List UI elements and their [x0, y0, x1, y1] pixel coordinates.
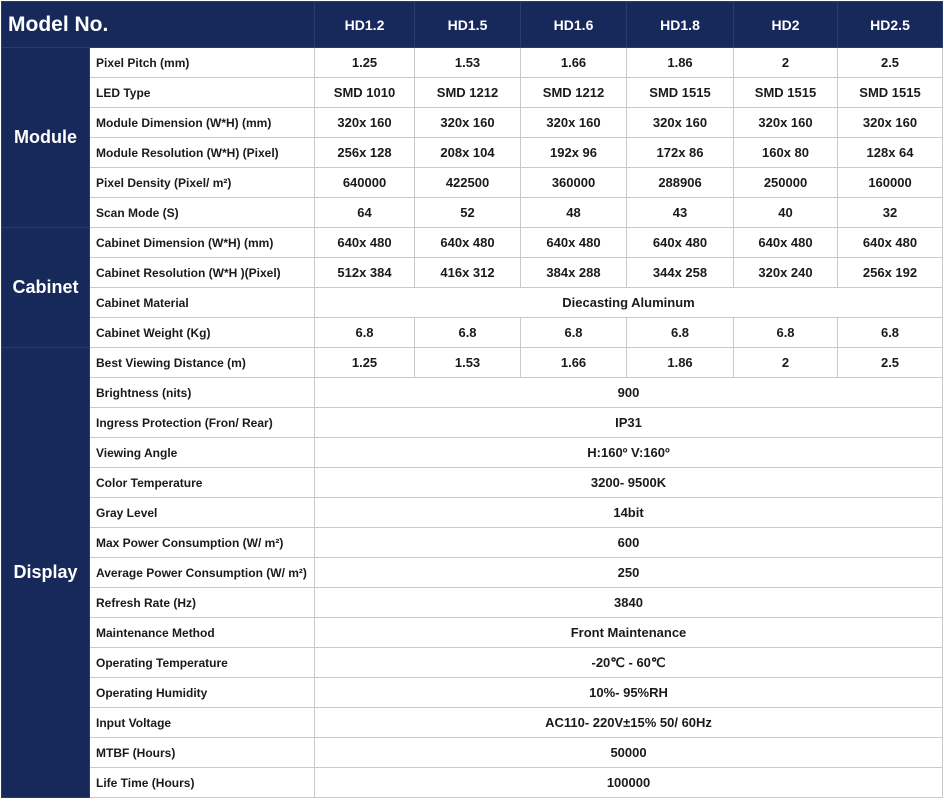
model-hd1-2: HD1.2	[315, 2, 415, 48]
row-mtbf	[2, 738, 943, 768]
cell-value: 288906	[627, 168, 734, 198]
cell-value: 3840	[315, 588, 943, 618]
cell-value: 600	[315, 528, 943, 558]
cell-value: SMD 1515	[734, 78, 838, 108]
group-display: Display	[2, 348, 90, 798]
row-brightness	[2, 378, 943, 408]
cell-value: 50000	[315, 738, 943, 768]
cell-value: SMD 1515	[627, 78, 734, 108]
row-operating-humidity	[2, 678, 943, 708]
cell-value: SMD 1515	[838, 78, 943, 108]
cell-value: 1.25	[315, 348, 415, 378]
row-module-dimension	[2, 108, 943, 138]
row-label: Cabinet Dimension (W*H) (mm)	[90, 228, 315, 258]
cell-value: IP31	[315, 408, 943, 438]
row-label: Module Dimension (W*H) (mm)	[90, 108, 315, 138]
row-cabinet-resolution	[2, 258, 943, 288]
cell-value: 256x 192	[838, 258, 943, 288]
cell-value: 256x 128	[315, 138, 415, 168]
row-cabinet-dimension	[2, 228, 943, 258]
row-pixel-pitch	[2, 48, 943, 78]
cell-value: 52	[415, 198, 521, 228]
cell-value: 320x 240	[734, 258, 838, 288]
model-hd2-5: HD2.5	[838, 2, 943, 48]
cell-value: SMD 1010	[315, 78, 415, 108]
header-row	[2, 2, 943, 48]
row-label: Brightness (nits)	[90, 378, 315, 408]
row-label: Cabinet Resolution (W*H )(Pixel)	[90, 258, 315, 288]
row-label: Cabinet Weight (Kg)	[90, 318, 315, 348]
cell-value: 2	[734, 348, 838, 378]
cell-value: 172x 86	[627, 138, 734, 168]
row-label: Cabinet Material	[90, 288, 315, 318]
cell-value: 320x 160	[734, 108, 838, 138]
row-label: Maintenance Method	[90, 618, 315, 648]
cell-value: 2	[734, 48, 838, 78]
cell-value: 10%- 95%RH	[315, 678, 943, 708]
cell-value: 384x 288	[521, 258, 627, 288]
row-label: LED Type	[90, 78, 315, 108]
cell-value: 1.53	[415, 48, 521, 78]
model-hd2: HD2	[734, 2, 838, 48]
row-label: Viewing Angle	[90, 438, 315, 468]
cell-value: 2.5	[838, 348, 943, 378]
row-viewing-angle	[2, 438, 943, 468]
row-label: MTBF (Hours)	[90, 738, 315, 768]
row-label: Best Viewing Distance (m)	[90, 348, 315, 378]
row-led-type	[2, 78, 943, 108]
cell-value: Front Maintenance	[315, 618, 943, 648]
group-module: Module	[2, 48, 90, 228]
row-scan-mode	[2, 198, 943, 228]
row-label: Pixel Pitch (mm)	[90, 48, 315, 78]
model-hd1-5: HD1.5	[415, 2, 521, 48]
cell-value: 100000	[315, 768, 943, 798]
row-pixel-density	[2, 168, 943, 198]
spec-table	[1, 1, 943, 798]
cell-value: 640000	[315, 168, 415, 198]
row-input-voltage	[2, 708, 943, 738]
cell-value: 320x 160	[415, 108, 521, 138]
cell-value: 192x 96	[521, 138, 627, 168]
row-label: Module Resolution (W*H) (Pixel)	[90, 138, 315, 168]
model-hd1-6: HD1.6	[521, 2, 627, 48]
cell-value: 6.8	[315, 318, 415, 348]
cell-value: 1.53	[415, 348, 521, 378]
cell-value: 1.25	[315, 48, 415, 78]
row-color-temperature	[2, 468, 943, 498]
cell-value: 416x 312	[415, 258, 521, 288]
row-label: Gray Level	[90, 498, 315, 528]
row-label: Color Temperature	[90, 468, 315, 498]
cell-value: H:160º V:160º	[315, 438, 943, 468]
row-label: Operating Temperature	[90, 648, 315, 678]
row-label: Input Voltage	[90, 708, 315, 738]
cell-value: 43	[627, 198, 734, 228]
cell-value: SMD 1212	[521, 78, 627, 108]
cell-value: 128x 64	[838, 138, 943, 168]
row-operating-temperature	[2, 648, 943, 678]
cell-value: 320x 160	[521, 108, 627, 138]
cell-value: AC110- 220V±15% 50/ 60Hz	[315, 708, 943, 738]
cell-value: 6.8	[521, 318, 627, 348]
cell-value: 320x 160	[838, 108, 943, 138]
cell-value: 208x 104	[415, 138, 521, 168]
cell-value: 640x 480	[315, 228, 415, 258]
cell-value: 640x 480	[415, 228, 521, 258]
cell-value: 160x 80	[734, 138, 838, 168]
cell-value: SMD 1212	[415, 78, 521, 108]
cell-value: 344x 258	[627, 258, 734, 288]
row-ingress-protection	[2, 408, 943, 438]
row-cabinet-material	[2, 288, 943, 318]
row-label: Max Power Consumption (W/ m²)	[90, 528, 315, 558]
cell-value: 640x 480	[521, 228, 627, 258]
row-label: Average Power Consumption (W/ m²)	[90, 558, 315, 588]
row-max-power	[2, 528, 943, 558]
group-cabinet: Cabinet	[2, 228, 90, 348]
row-label: Pixel Density (Pixel/ m²)	[90, 168, 315, 198]
cell-value: 48	[521, 198, 627, 228]
row-label: Ingress Protection (Fron/ Rear)	[90, 408, 315, 438]
cell-value: 2.5	[838, 48, 943, 78]
cell-value: 6.8	[734, 318, 838, 348]
cell-value: 1.66	[521, 348, 627, 378]
cell-value: 6.8	[838, 318, 943, 348]
cell-value: 1.86	[627, 48, 734, 78]
cell-value: 3200- 9500K	[315, 468, 943, 498]
row-module-resolution	[2, 138, 943, 168]
model-no-title: Model No.	[2, 2, 315, 48]
row-best-viewing-distance	[2, 348, 943, 378]
cell-value: 512x 384	[315, 258, 415, 288]
cell-value: 32	[838, 198, 943, 228]
cell-value: 6.8	[415, 318, 521, 348]
cell-value: 160000	[838, 168, 943, 198]
row-label: Refresh Rate (Hz)	[90, 588, 315, 618]
cell-value: 320x 160	[315, 108, 415, 138]
row-label: Scan Mode (S)	[90, 198, 315, 228]
cell-value: 14bit	[315, 498, 943, 528]
row-label: Operating Humidity	[90, 678, 315, 708]
row-cabinet-weight	[2, 318, 943, 348]
row-maintenance-method	[2, 618, 943, 648]
cell-value: 640x 480	[838, 228, 943, 258]
row-gray-level	[2, 498, 943, 528]
row-life-time	[2, 768, 943, 798]
cell-value: 64	[315, 198, 415, 228]
model-hd1-8: HD1.8	[627, 2, 734, 48]
cell-value: 40	[734, 198, 838, 228]
cell-value: 1.66	[521, 48, 627, 78]
cell-value: -20℃ - 60℃	[315, 648, 943, 678]
cell-value: 320x 160	[627, 108, 734, 138]
row-label: Life Time (Hours)	[90, 768, 315, 798]
cell-value: Diecasting Aluminum	[315, 288, 943, 318]
cell-value: 250000	[734, 168, 838, 198]
row-refresh-rate	[2, 588, 943, 618]
cell-value: 640x 480	[734, 228, 838, 258]
cell-value: 6.8	[627, 318, 734, 348]
row-average-power	[2, 558, 943, 588]
cell-value: 900	[315, 378, 943, 408]
cell-value: 422500	[415, 168, 521, 198]
cell-value: 250	[315, 558, 943, 588]
cell-value: 1.86	[627, 348, 734, 378]
cell-value: 360000	[521, 168, 627, 198]
cell-value: 640x 480	[627, 228, 734, 258]
